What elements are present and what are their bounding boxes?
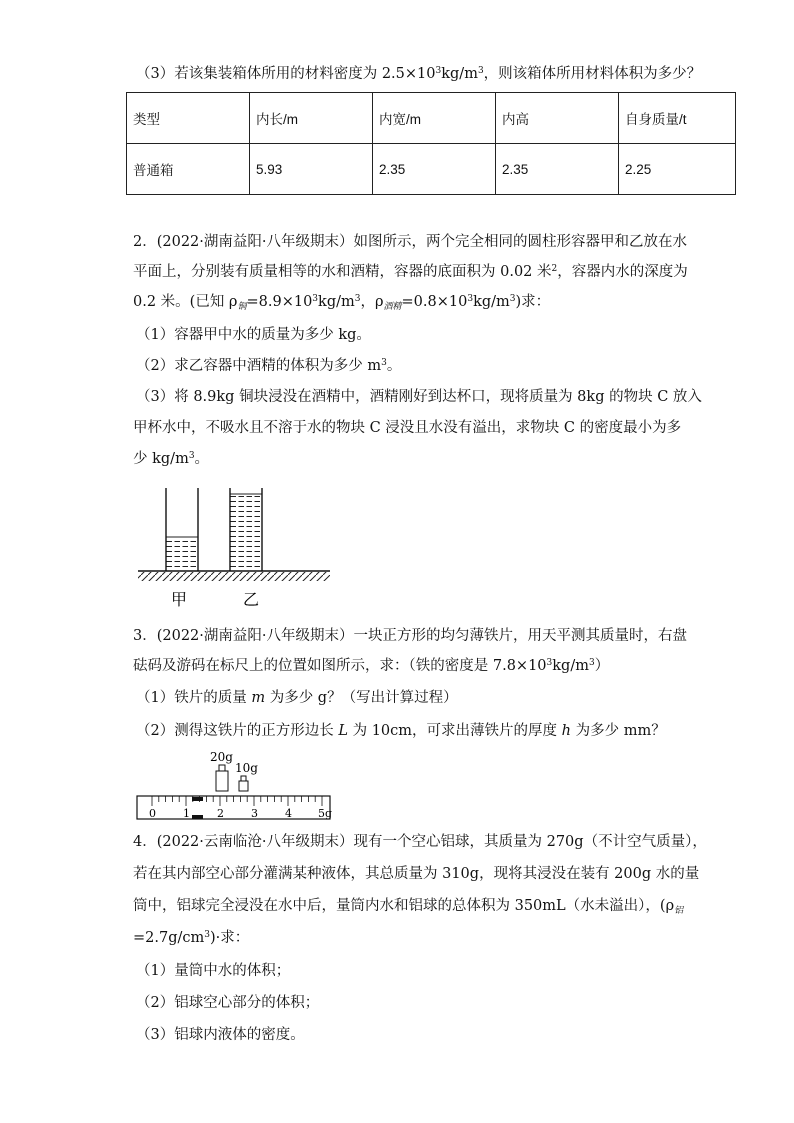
rider-top — [192, 797, 203, 801]
weight-20g-label: 20g — [210, 750, 233, 764]
question-2-line-3: 0.2 米。(已知 $\rho_铜=8.9\times 10^3kg/m^3$，$\rho_{酒精}=0.8\times 10^3kg/m^3$)求： — [133, 294, 551, 312]
scale-number: 5g — [318, 807, 333, 820]
question-4-part-2: （2）铝球空心部分的体积； — [136, 995, 320, 1011]
question-2-part-3-line-1: （3）将 8.9kg 铜块浸没在酒精中，酒精刚好到达杯口，现将质量为 8kg 的物块 C 放入 — [136, 389, 702, 405]
table-header-cell: 内长/m — [250, 93, 373, 144]
scale-number: 0 — [149, 807, 156, 820]
table-header-cell: 类型 — [127, 93, 250, 144]
table-row — [127, 144, 736, 195]
ground-hatch — [138, 572, 330, 581]
question-3-line-2: 砝码及游码在标尺上的位置如图所示，求：（铁的密度是 $7.8\times 10^3kg/m^3$） — [133, 658, 610, 674]
scale-number: 3 — [251, 807, 258, 820]
containers-figure — [134, 484, 334, 612]
question-2-part-1: （1）容器甲中水的质量为多少 kg。 — [136, 327, 371, 343]
question-3-part-1: （1）铁片的质量 m 为多少 g？（写出计算过程） — [136, 690, 458, 706]
table-header-row — [127, 93, 736, 144]
question-3-part-2: （2）测得这铁片的正方形边长 L 为 10cm，可求出薄铁片的厚度 h 为多少 mm？ — [136, 723, 666, 739]
question-4-line-4: $=2.7g/cm^3)\cdot$求： — [133, 930, 250, 946]
question-2-line-1: 2．(2022·湖南益阳·八年级期末）如图所示，两个完全相同的圆柱形容器甲和乙放在水 — [133, 234, 687, 250]
question-4-part-3: （3）铝球内液体的密度。 — [136, 1027, 305, 1043]
scale-number: 2 — [217, 807, 224, 820]
question-4-line-1: 4．(2022·云南临沧·八年级期末）现有一个空心铝球，其质量为 270g（不计空气质量）， — [133, 834, 707, 850]
table-cell: 普通箱 — [127, 144, 250, 195]
container-spec-table — [126, 92, 736, 195]
label-jia: 甲 — [171, 590, 188, 609]
table-cell: 5.93 — [250, 144, 373, 195]
question-4-line-2: 若在其内部空心部分灌满某种液体，其总质量为 310g，现将其浸没在装有 200g 水的量 — [133, 866, 700, 882]
container-a — [166, 488, 198, 571]
question-2-line-2: 平面上，分别装有质量相等的水和酒精，容器的底面积为 0.02 米$^2$，容器内水的深度为 — [133, 264, 688, 280]
balance-scale-figure — [134, 746, 334, 824]
table-header-cell: 内宽/m — [373, 93, 496, 144]
scale-number: 4 — [285, 807, 292, 820]
question-3-line-1: 3．(2022·湖南益阳·八年级期末）一块正方形的均匀薄铁片，用天平测其质量时，右盘 — [133, 628, 687, 644]
rider-bottom — [192, 815, 203, 819]
weight-20g — [216, 765, 228, 791]
weight-10g — [239, 776, 248, 791]
table-cell: 2.35 — [496, 144, 619, 195]
question-2-part-3-line-3: 少 $kg/m^3$。 — [133, 451, 210, 467]
question-2-part-2: （2）求乙容器中酒精的体积为多少 $m^3$。 — [136, 358, 402, 374]
weight-10g-label: 10g — [235, 761, 258, 775]
table-cell: 2.35 — [373, 144, 496, 195]
question-4-part-1: （1）量筒中水的体积； — [136, 963, 291, 979]
question-2-part-3-line-2: 甲杯水中，不吸水且不溶于水的物块 C 浸没且水没有溢出，求物块 C 的密度最小为多 — [133, 420, 682, 436]
label-yi: 乙 — [243, 590, 260, 609]
container-b — [230, 488, 262, 571]
table-header-cell: 内高 — [496, 93, 619, 144]
scale-number: 1 — [183, 807, 190, 820]
question-4-line-3: 筒中，铝球完全浸没在水中后，量筒内水和铝球的总体积为 350mL（水未溢出），($\rho_铝$ — [133, 898, 684, 916]
table-cell: 2.25 — [619, 144, 736, 195]
table-header-cell: 自身质量/t — [619, 93, 736, 144]
question-1-part-3: （3）若该集装箱体所用的材料密度为 $2.5\times 10^3kg/m^3$，则该箱体所用材料体积为多少？ — [136, 66, 702, 82]
